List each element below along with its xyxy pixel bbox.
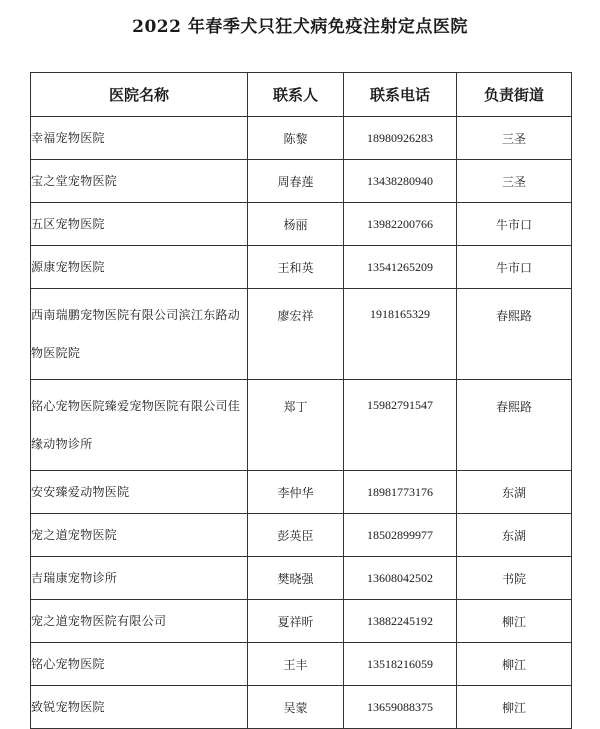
contact-person-cell: 廖宏祥 xyxy=(248,289,344,380)
hospital-name-cell: 致锐宠物医院 xyxy=(31,686,248,729)
street-cell: 东湖 xyxy=(457,471,572,514)
hospital-name-cell: 宠之道宠物医院有限公司 xyxy=(31,600,248,643)
table-row xyxy=(31,600,572,643)
table-row xyxy=(31,471,572,514)
phone-cell: 13518216059 xyxy=(344,643,457,686)
phone-cell: 13982200766 xyxy=(344,203,457,246)
street-cell: 春熙路 xyxy=(457,380,572,471)
phone-cell: 13438280940 xyxy=(344,160,457,203)
table-row xyxy=(31,380,572,471)
header-contact-person: 联系人 xyxy=(248,73,344,117)
page-title: 2022 年春季犬只狂犬病免疫注射定点医院 xyxy=(132,17,468,37)
header-street: 负责街道 xyxy=(457,73,572,117)
phone-cell: 13659088375 xyxy=(344,686,457,729)
hospital-name-cell: 五区宠物医院 xyxy=(31,203,248,246)
table-row xyxy=(31,643,572,686)
contact-person-cell: 夏祥昕 xyxy=(248,600,344,643)
contact-person-cell: 樊晓强 xyxy=(248,557,344,600)
contact-person-cell: 陈黎 xyxy=(248,117,344,160)
table-row xyxy=(31,686,572,729)
phone-cell: 18980926283 xyxy=(344,117,457,160)
header-hospital-name: 医院名称 xyxy=(31,73,248,117)
street-cell: 柳江 xyxy=(457,600,572,643)
hospital-name-cell: 安安臻爱动物医院 xyxy=(31,471,248,514)
hospital-name-cell: 西南瑞鹏宠物医院有限公司滨江东路动物医院院 xyxy=(31,289,248,380)
contact-person-cell: 王和英 xyxy=(248,246,344,289)
phone-cell: 18502899977 xyxy=(344,514,457,557)
hospital-name-cell: 幸福宠物医院 xyxy=(31,117,248,160)
street-cell: 三圣 xyxy=(457,160,572,203)
hospital-name-cell: 铭心宠物医院 xyxy=(31,643,248,686)
street-cell: 春熙路 xyxy=(457,289,572,380)
street-cell: 东湖 xyxy=(457,514,572,557)
hospital-table xyxy=(30,72,572,729)
contact-person-cell: 王丰 xyxy=(248,643,344,686)
street-cell: 柳江 xyxy=(457,643,572,686)
header-phone: 联系电话 xyxy=(344,73,457,117)
street-cell: 三圣 xyxy=(457,117,572,160)
table-row xyxy=(31,514,572,557)
contact-person-cell: 吴蒙 xyxy=(248,686,344,729)
phone-cell: 13541265209 xyxy=(344,246,457,289)
table-row xyxy=(31,557,572,600)
table-row xyxy=(31,203,572,246)
hospital-name-cell: 吉瑞康宠物诊所 xyxy=(31,557,248,600)
contact-person-cell: 杨丽 xyxy=(248,203,344,246)
phone-cell: 15982791547 xyxy=(344,380,457,471)
phone-cell: 13608042502 xyxy=(344,557,457,600)
street-cell: 牛市口 xyxy=(457,203,572,246)
table-row xyxy=(31,117,572,160)
street-cell: 柳江 xyxy=(457,686,572,729)
contact-person-cell: 李仲华 xyxy=(248,471,344,514)
contact-person-cell: 郑丁 xyxy=(248,380,344,471)
phone-cell: 13882245192 xyxy=(344,600,457,643)
contact-person-cell: 周春莲 xyxy=(248,160,344,203)
phone-cell: 18981773176 xyxy=(344,471,457,514)
table-row xyxy=(31,289,572,380)
table-row xyxy=(31,246,572,289)
phone-cell: 1918165329 xyxy=(344,289,457,380)
street-cell: 书院 xyxy=(457,557,572,600)
table-row xyxy=(31,160,572,203)
hospital-name-cell: 宠之道宠物医院 xyxy=(31,514,248,557)
contact-person-cell: 彭英臣 xyxy=(248,514,344,557)
hospital-name-cell: 宝之堂宠物医院 xyxy=(31,160,248,203)
hospital-name-cell: 铭心宠物医院臻爱宠物医院有限公司佳缘动物诊所 xyxy=(31,380,248,471)
hospital-name-cell: 源康宠物医院 xyxy=(31,246,248,289)
table-header-row xyxy=(31,73,572,117)
street-cell: 牛市口 xyxy=(457,246,572,289)
